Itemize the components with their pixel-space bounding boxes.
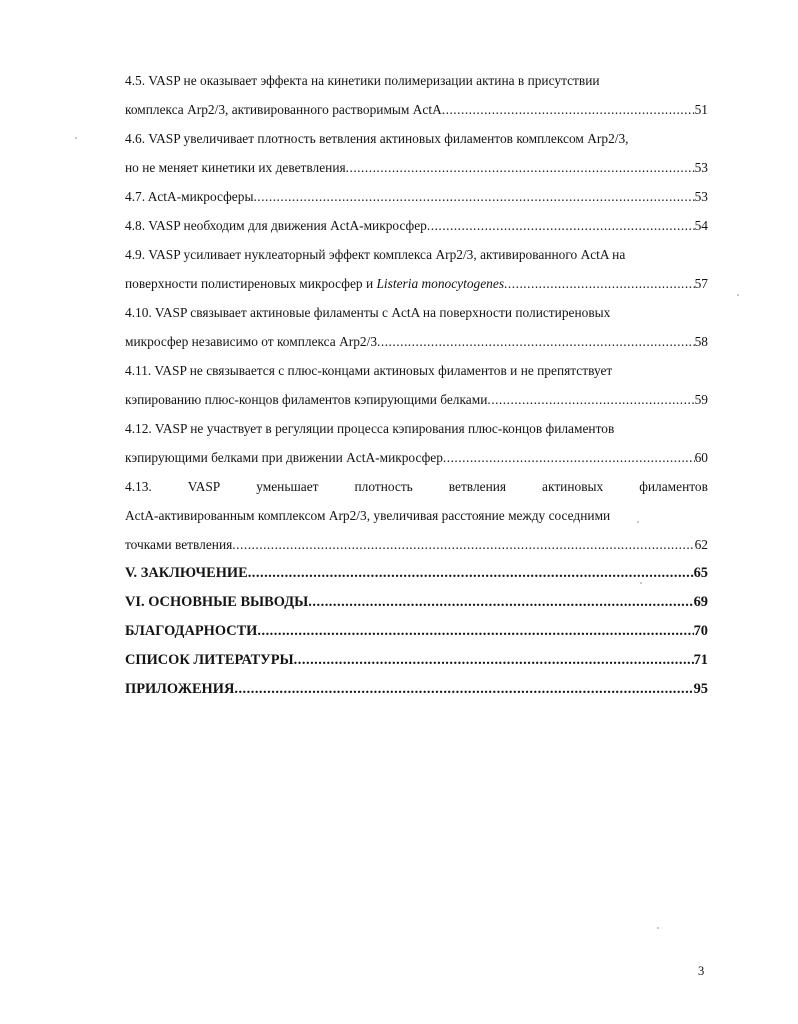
toc-entry-text: кэпирующими белками при движении ActA-микросфер (125, 450, 443, 465)
scan-speck (737, 294, 739, 296)
toc-entry-text: кэпированию плюс-концов филаментов кэпирующими белками (125, 392, 488, 407)
toc-section-title: СПИСОК ЛИТЕРАТУРЫ (125, 652, 294, 668)
toc-entry-4-6[interactable] (125, 124, 708, 182)
toc-page-number: 53 (694, 160, 708, 175)
toc-page-number: 71 (693, 652, 708, 668)
dot-leader (294, 646, 694, 675)
dot-leader (487, 385, 694, 414)
dot-leader (253, 182, 694, 211)
species-name: Listeria monocytogenes (376, 276, 505, 291)
toc-entry-text: но не меняет кинетики их деветвления (125, 160, 346, 175)
scan-speck (640, 582, 642, 584)
scan-speck (75, 137, 77, 139)
toc-page-number: 59 (694, 392, 708, 407)
toc-entry-4-5[interactable] (125, 66, 708, 124)
toc-word: VASP (187, 479, 221, 494)
toc-word: филаментов (639, 479, 708, 494)
toc-entry-text: поверхности полистиреновых микросфер и (125, 276, 377, 291)
toc-section-title: V. ЗАКЛЮЧЕНИЕ (125, 565, 248, 581)
toc-page-number: 57 (694, 276, 708, 291)
toc-entry-4-7[interactable] (125, 182, 708, 211)
toc-page-number: 70 (693, 623, 708, 639)
toc-section-main-conclusions[interactable] (125, 588, 708, 617)
toc-section-acknowledgements[interactable] (125, 617, 708, 646)
toc-entry-4-13[interactable] (125, 472, 708, 559)
toc-page-number: 53 (694, 189, 708, 204)
toc-page-number: 60 (694, 450, 708, 465)
dot-leader (442, 95, 695, 124)
toc-page-number: 54 (694, 218, 708, 233)
toc-entry-4-8[interactable] (125, 211, 708, 240)
toc-section-appendices[interactable] (125, 675, 708, 704)
dot-leader (308, 588, 693, 617)
table-of-contents (125, 66, 708, 704)
scan-speck (637, 521, 639, 523)
toc-entry-4-11[interactable] (125, 356, 708, 414)
toc-page-number: 62 (694, 537, 708, 552)
toc-entry-text: комплекса Arp2/3, активированного растворимым ActA (125, 102, 442, 117)
toc-entry-text: ActA-активированным комплексом Arp2/3, увеличивая расстояние между соседними (125, 508, 611, 523)
toc-page-number: 65 (693, 565, 708, 581)
dot-leader (234, 675, 693, 704)
toc-section-conclusion[interactable] (125, 559, 708, 588)
toc-entry-text: 4.6. VASP увеличивает плотность ветвления актиновых филаментов комплексом Arp2/3, (125, 131, 629, 146)
toc-section-title: БЛАГОДАРНОСТИ (125, 623, 258, 639)
toc-entry-4-10[interactable] (125, 298, 708, 356)
toc-section-references[interactable] (125, 646, 708, 675)
dot-leader (232, 530, 694, 559)
toc-word: актиновых (542, 479, 604, 494)
toc-page-number: 95 (693, 681, 708, 697)
toc-word: 4.13. (125, 479, 152, 494)
toc-entry-text: микросфер независимо от комплекса Arp2/3 (125, 334, 378, 349)
dot-leader (427, 211, 695, 240)
toc-entry-text: точками ветвления (125, 537, 233, 552)
toc-page-number: 51 (694, 102, 708, 117)
toc-entry-4-12[interactable] (125, 414, 708, 472)
dot-leader (346, 153, 695, 182)
dot-leader (257, 617, 693, 646)
toc-entry-4-9[interactable] (125, 240, 708, 298)
toc-word: плотность (354, 479, 413, 494)
toc-entry-text: 4.9. VASP усиливает нуклеаторный эффект комплекса Arp2/3, активированного ActA на (125, 247, 626, 262)
toc-entry-text: 4.11. VASP не связывается с плюс-концами актиновых филаментов и не препятствует (125, 363, 613, 378)
page-number: 3 (698, 964, 705, 978)
dot-leader (248, 559, 694, 588)
toc-word: ветвления (448, 479, 507, 494)
justified-line (125, 472, 708, 501)
dot-leader (377, 327, 695, 356)
toc-entry-text: 4.12. VASP не участвует в регуляции процесса кэпирования плюс-концов филаментов (125, 421, 615, 436)
dot-leader (443, 443, 695, 472)
dot-leader (504, 269, 695, 298)
scan-speck (657, 927, 659, 929)
toc-page-number: 58 (694, 334, 708, 349)
toc-section-title: ПРИЛОЖЕНИЯ (125, 681, 235, 697)
toc-entry-text: 4.10. VASP связывает актиновые филаменты с ActA на поверхности полистиреновых (125, 305, 611, 320)
toc-word: уменьшает (256, 479, 319, 494)
toc-entry-text: 4.5. VASP не оказывает эффекта на кинетики полимеризации актина в присутствии (125, 73, 600, 88)
toc-entry-text: 4.8. VASP необходим для движения ActA-микросфер (125, 218, 427, 233)
toc-entry-text: 4.7. ActA-микросферы (125, 189, 254, 204)
toc-section-title: VI. ОСНОВНЫЕ ВЫВОДЫ (125, 594, 309, 610)
toc-page-number: 69 (693, 594, 708, 610)
